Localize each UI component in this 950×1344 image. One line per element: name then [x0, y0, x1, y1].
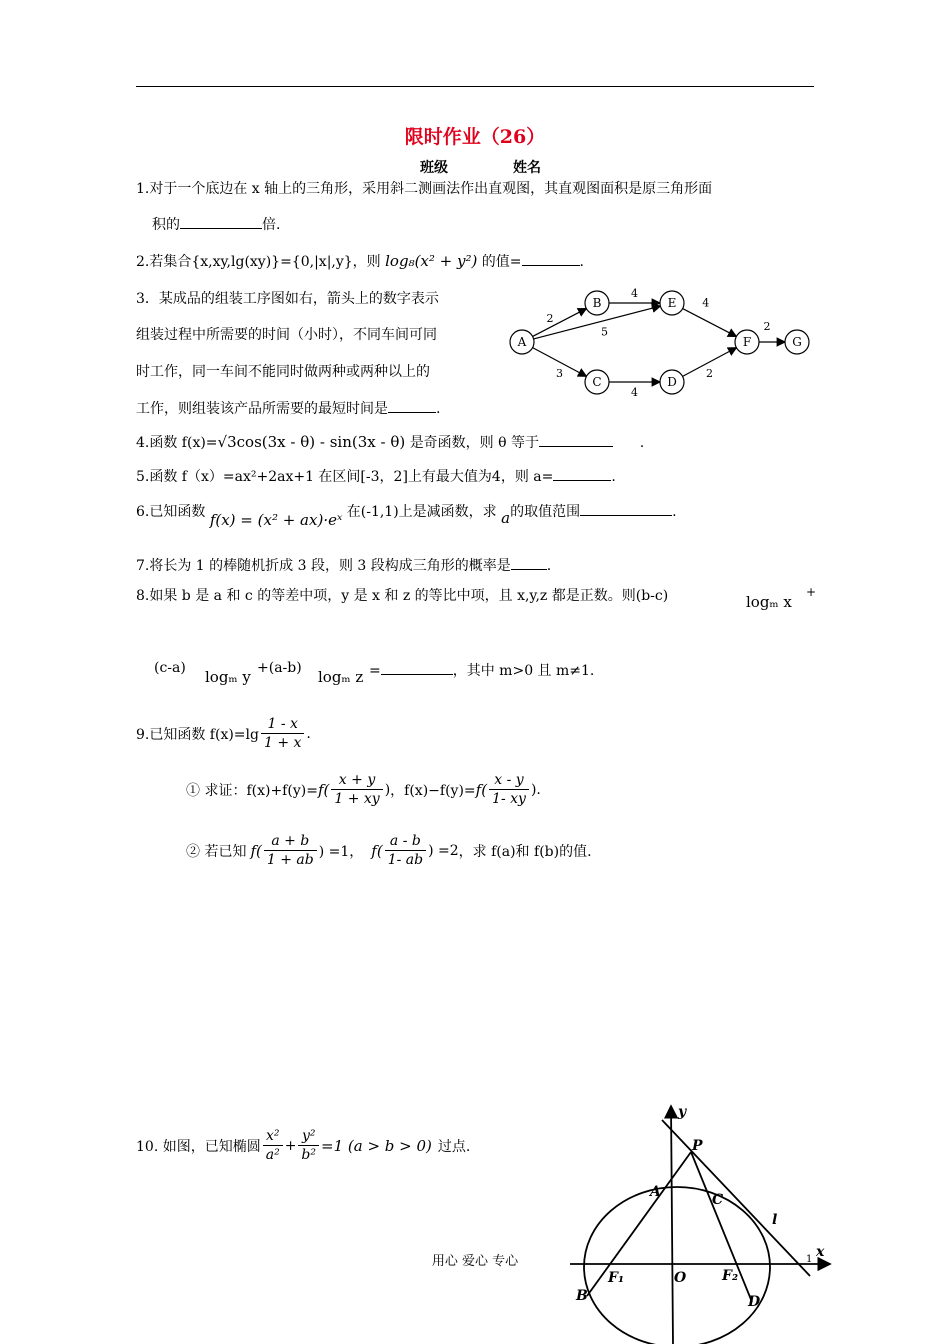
q10-frac2: $\frac{\text{y²}}{\text{b²}}$	[298, 1128, 319, 1163]
ellipse-label-B: B	[576, 1288, 588, 1304]
q8-log-x: logₘ x	[746, 593, 792, 611]
q9-p1-text-b: ，f(x)−f(y)=	[390, 782, 476, 799]
q4-text-b: 是奇函数，则 θ 等于	[409, 435, 540, 451]
node-label-D: D	[667, 375, 677, 389]
q9-line	[136, 716, 311, 751]
q9-text: 9.已知函数 f(x)=lg	[136, 726, 259, 743]
q7-line	[136, 555, 551, 575]
q4-end: .	[639, 435, 645, 451]
ellipse-label-x: x	[816, 1244, 825, 1260]
q8-answer-blank[interactable]	[381, 660, 453, 675]
q7-text: 7.将长为 1 的棒随机折成 3 段，则 3 段构成三角形的概率是	[136, 558, 511, 574]
q8-tail	[369, 660, 594, 680]
q6-text-c: 的取值范围	[510, 504, 581, 520]
edge-weight-B-E: 4	[631, 287, 638, 300]
y-axis	[671, 1106, 673, 1344]
edge-weight-D-F: 2	[706, 367, 713, 380]
name-label: 姓名	[513, 160, 541, 176]
q3-line1: 3．某成品的组装工序图如右，箭头上的数字表示	[136, 291, 439, 307]
q10-frac1: $\frac{\text{x²}}{\text{a²}}$	[263, 1128, 283, 1163]
q2-formula: log₈(x² + y²)	[385, 252, 478, 270]
q8-eq: =	[369, 663, 381, 679]
q9-p1-frac2: $\frac{x - y}{1- xy}$	[489, 772, 529, 807]
q9-p1-text: ① 求证：f(x)+f(y)=	[186, 782, 318, 799]
q6-text-b: 在(-1,1)上是减函数，求	[346, 504, 497, 520]
q6-formula: f(x) = (x² + ax)·eˣ	[209, 511, 343, 529]
q2-text: 2.若集合{x,xy,lg(xy)}={0,|x|,y}，则	[136, 254, 381, 270]
edge-weight-A-E: 5	[601, 325, 608, 339]
q4-line	[136, 432, 644, 452]
q8-log-z: logₘ z	[318, 668, 364, 686]
page-title: 限时作业（26）	[404, 126, 546, 148]
assembly-process-graph	[500, 280, 820, 420]
q3-answer-blank[interactable]	[388, 398, 436, 413]
q4-text: 4.函数 f(x)=	[136, 435, 218, 451]
q1-text: 积的	[152, 217, 180, 233]
q2-text-b: 的值=	[481, 254, 522, 270]
q7-answer-blank[interactable]	[511, 555, 547, 570]
node-label-A: A	[517, 335, 527, 349]
node-label-G: G	[792, 335, 802, 349]
q6-answer-blank[interactable]	[580, 501, 672, 516]
q6-var: a	[501, 509, 511, 527]
q4-answer-blank[interactable]	[539, 432, 613, 447]
class-label: 班级	[420, 160, 448, 176]
q10-text: 10. 如图，已知椭圆	[136, 1138, 261, 1155]
q10-line: 10. 如图，已知椭圆 $\frac{\text{x²}}{\text{a²}}$ + $\frac{\text{y²}}{\text{b²}}$ =1 (a > b > 0) 过点.	[136, 1128, 471, 1163]
q9-p1-frac1: $\frac{x + y}{1 + xy}$	[331, 772, 382, 807]
q6-text: 6.已知函数	[136, 504, 206, 520]
node-label-C: C	[592, 375, 602, 389]
q6-end: .	[672, 504, 677, 520]
q9-p2-frac2: $\frac{a - b}{1- ab}$	[385, 833, 426, 868]
node-label-B: B	[592, 296, 602, 310]
ellipse-label-l: l	[772, 1212, 778, 1228]
ellipse-label-F₁: F₁	[608, 1270, 625, 1286]
header-rule	[136, 86, 814, 87]
q5-line	[136, 466, 616, 486]
q5-text: 5.函数 f（x）=ax²+2ax+1 在区间[-3，2]上有最大值为4，则 a=	[136, 469, 554, 485]
ellipse-label-C: C	[712, 1192, 724, 1208]
edge-weight-A-C: 3	[556, 367, 563, 380]
ellipse-label-O: O	[674, 1270, 687, 1286]
q7-end: .	[546, 558, 552, 574]
ellipse-label-A: A	[650, 1184, 661, 1200]
q8-ca: (c-a)	[154, 660, 186, 676]
ellipse-label-y: y	[678, 1104, 687, 1120]
q9-fraction: $\frac{1 - x}{1 + x}$	[261, 716, 304, 751]
q8-log-y: logₘ y	[205, 668, 251, 686]
edge-weight-F-G: 2	[763, 320, 771, 333]
edge-E-F	[683, 309, 737, 337]
q1-line2	[152, 214, 280, 234]
q3-line2: 组装过程中所需要的时间（小时），不同车间可同	[136, 327, 437, 343]
q8-line1: 8.如果 b 是 a 和 c 的等差中项，y 是 x 和 z 的等比中项，且 x,y,z 都是正数。则(b-c)	[136, 588, 669, 604]
ellipse-figure	[570, 1100, 840, 1344]
node-label-E: E	[667, 296, 677, 310]
ellipse-label-F₂: F₂	[722, 1268, 739, 1284]
ellipse-label-1: 1	[806, 1254, 813, 1265]
edge-weight-A-B: 2	[546, 312, 554, 325]
q2-answer-blank[interactable]	[522, 251, 580, 266]
edge-weight-C-D: 4	[631, 386, 638, 399]
q9-part2: ② 若已知 f( $\frac{a + b}{1 + ab}$ ) =1， f( $\frac{a - b}{1- ab}$ ) =2 ，求 f(a)和 f(b)的值.	[186, 833, 592, 868]
footer: 用心 爱心 专心	[431, 1254, 519, 1269]
q8-tail-text: ，其中 m>0 且 m≠1.	[452, 663, 595, 679]
node-label-F: F	[742, 335, 752, 349]
q5-answer-blank[interactable]	[553, 466, 611, 481]
q6-line	[136, 501, 677, 529]
q10-text-b: 过点.	[437, 1138, 471, 1155]
q4-formula: √3cos(3x - θ) - sin(3x - θ)	[217, 433, 406, 451]
edge-weight-E-F: 4	[702, 296, 710, 310]
q9-p2-frac1: $\frac{a + b}{1 + ab}$	[264, 833, 317, 868]
q10-condition: =1 (a > b > 0)	[321, 1136, 432, 1155]
q9-p2-text-b: ，求 f(a)和 f(b)的值.	[458, 843, 592, 860]
q1-line1: 1.对于一个底边在 x 轴上的三角形，采用斜二测画法作出直观图，其直观图面积是原三角形面	[136, 181, 713, 197]
q2-line	[136, 251, 584, 271]
q3-line4	[136, 398, 440, 418]
q1-answer-blank[interactable]	[180, 214, 262, 229]
q9-end: .	[306, 725, 311, 742]
q3-text: 工作，则组装该产品所需要的最短时间是	[136, 401, 388, 417]
ellipse-label-P: P	[692, 1138, 703, 1154]
q2-end: .	[579, 254, 584, 270]
ellipse-label-D: D	[748, 1294, 761, 1310]
q3-line3: 时工作，同一车间不能同时做两种或两种以上的	[136, 364, 430, 380]
q3-end: .	[436, 401, 441, 417]
q5-end: .	[611, 469, 616, 485]
q1-end: 倍.	[262, 217, 281, 233]
q8-plus: +	[806, 585, 817, 599]
q9-part1: ① 求证：f(x)+f(y)= f( $\frac{x + y}{1 + xy}$ ) ，f(x)−f(y)= f( $\frac{x - y}{1- xy}$ ).	[186, 772, 541, 807]
q8-ab: +(a-b)	[257, 660, 302, 676]
q9-p2-text: ② 若已知	[186, 843, 247, 860]
